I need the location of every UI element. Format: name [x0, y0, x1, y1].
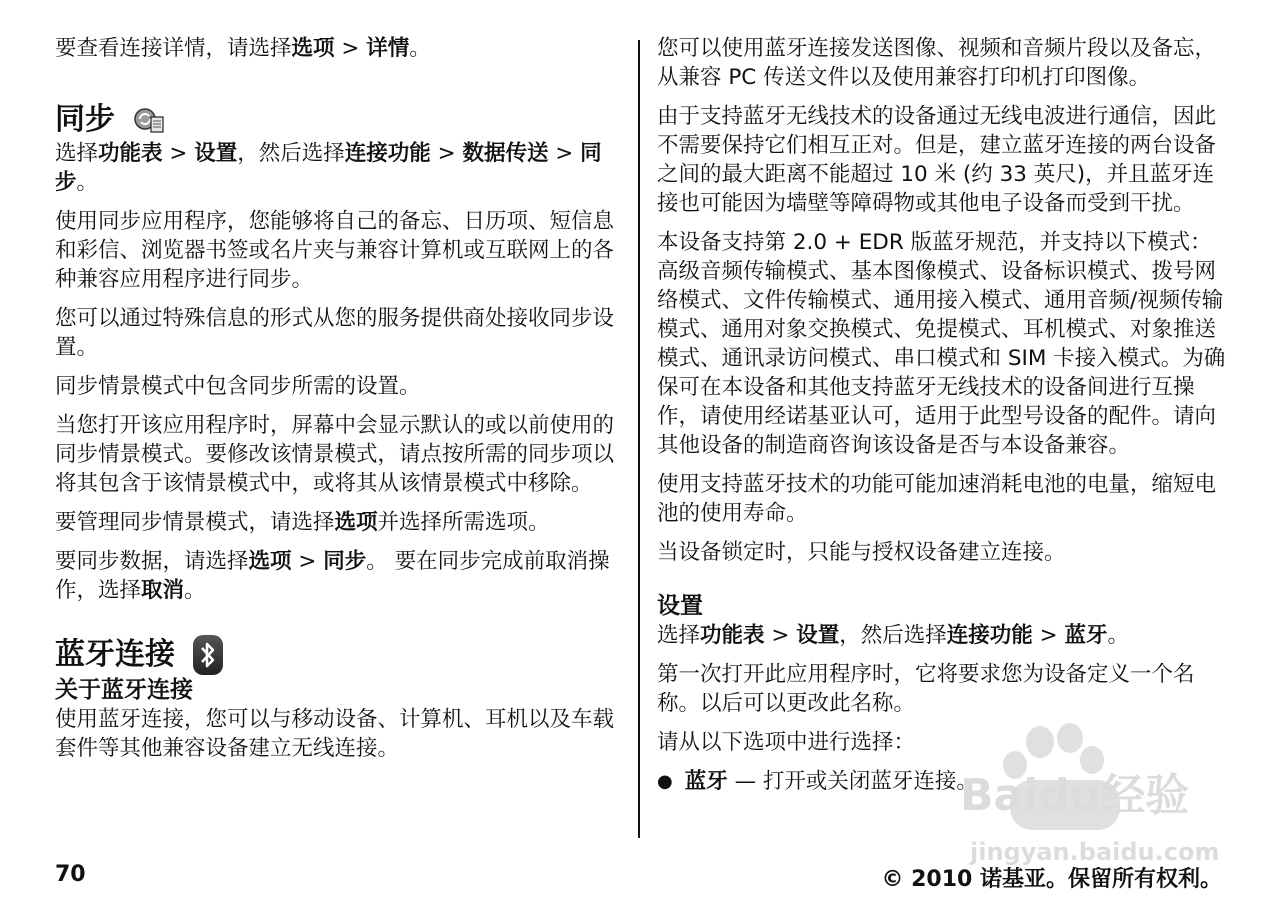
sync-nav-path: [55, 139, 630, 197]
settings-paragraph: 请从以下选项中进行选择：: [657, 730, 916, 755]
menu-item: 连接功能: [344, 141, 431, 166]
bluetooth-heading: [55, 635, 630, 675]
sep: >: [430, 141, 463, 166]
bt-paragraph: 当设备锁定时，只能与授权设备建立连接。: [657, 540, 1066, 565]
menu-item: 取消: [141, 578, 185, 603]
bullet-content: [685, 767, 978, 796]
text: 。: [409, 36, 431, 61]
watermark-url-text: jingyan.baidu.com: [970, 838, 1220, 866]
bullet-dot-icon: ●: [657, 771, 673, 792]
text: 选择: [657, 623, 701, 648]
page-number: 70: [55, 862, 86, 887]
menu-details: 详情: [366, 36, 410, 61]
sep: >: [334, 36, 367, 61]
sep: >: [162, 141, 195, 166]
bt-paragraph: 本设备支持第 2.0 + EDR 版蓝牙规范，并支持以下模式：高级音频传输模式、基本图像模式、设备标识模式、拨号网络模式、文件传输模式、通用接入模式、通用音频/视频传输模式、通用对象交换模式、免提模式、耳机模式、对象推送模式、通讯录访问模式、串口模式和 SIM 卡接入模式。为确保可在本设备和其他支持蓝牙无线技术的设备间进行互操作，请使用经诺基亚认可，适用于此型号设备的配件。请向其他设备的制造商咨询该设备是否与本设备兼容。: [657, 230, 1226, 458]
bluetooth-paragraph: 使用蓝牙连接，您可以与移动设备、计算机、耳机以及车载套件等其他兼容设备建立无线连接。: [55, 707, 615, 761]
menu-item: 连接功能: [946, 623, 1033, 648]
sync-data-paragraph: [55, 547, 630, 605]
menu-item: 功能表: [98, 141, 163, 166]
right-column: [657, 34, 1232, 796]
menu-item: 选项: [248, 549, 292, 574]
text: 。: [1107, 623, 1129, 648]
text: 要同步数据，请选择: [55, 549, 249, 574]
menu-item: 同步: [55, 141, 602, 195]
watermark-brand-text: Baidu经验: [960, 770, 1190, 821]
settings-heading: 设置: [657, 593, 703, 619]
text: 要查看连接详情，请选择: [55, 36, 292, 61]
text: 要管理同步情景模式，请选择: [55, 510, 335, 535]
baidu-paw-icon: [940, 720, 1240, 870]
bt-paragraph: 您可以使用蓝牙连接发送图像、视频和音频片段以及备忘，从兼容 PC 传送文件以及使用兼容打印机打印图像。: [657, 36, 1217, 90]
sep: >: [291, 549, 324, 574]
left-column: [55, 34, 630, 773]
details-instruction: [55, 34, 630, 63]
bluetooth-title: 蓝牙连接: [55, 637, 175, 672]
menu-item: 功能表: [700, 623, 765, 648]
text: 并选择所需选项。: [377, 510, 550, 535]
sync-paragraph: 当您打开该应用程序时，屏幕中会显示默认的或以前使用的同步情景模式。要修改该情景模式，请点按所需的同步项以将其包含于该情景模式中，或将其从该情景模式中移除。: [55, 413, 615, 496]
sync-paragraph: 同步情景模式中包含同步所需的设置。: [55, 374, 421, 399]
bluetooth-subtitle: 关于蓝牙连接: [55, 677, 193, 703]
column-divider: [638, 40, 640, 838]
menu-item: 蓝牙: [1064, 623, 1108, 648]
menu-item: 选项: [334, 510, 378, 535]
sync-title: 同步: [55, 102, 115, 137]
baidu-watermark: [940, 720, 1240, 874]
text: ，然后选择: [237, 141, 345, 166]
settings-paragraph: 第一次打开此应用程序时，它将要求您为设备定义一个名称。以后可以更改此名称。: [657, 662, 1195, 716]
menu-options: 选项: [291, 36, 335, 61]
bt-paragraph: 使用支持蓝牙技术的功能可能加速消耗电池的电量，缩短电池的使用寿命。: [657, 472, 1217, 526]
bullet-text: — 打开或关闭蓝牙连接。: [727, 769, 978, 794]
menu-item: 同步: [323, 549, 367, 574]
sep: >: [548, 141, 581, 166]
sync-paragraph: 使用同步应用程序，您能够将自己的备忘、日历项、短信息和彩信、浏览器书签或名片夹与兼容计算机或互联网上的各种兼容应用程序进行同步。: [55, 209, 615, 292]
bluetooth-icon: [193, 635, 223, 675]
sync-manage-paragraph: [55, 508, 630, 537]
sync-icon: [133, 107, 163, 133]
sync-paragraph: 您可以通过特殊信息的形式从您的服务提供商处接收同步设置。: [55, 306, 615, 360]
menu-item: 设置: [194, 141, 238, 166]
settings-nav-path: [657, 621, 1232, 650]
menu-item: 数据传送: [462, 141, 549, 166]
sep: >: [764, 623, 797, 648]
copyright: © 2010 诺基亚。保留所有权利。: [881, 867, 1222, 892]
bullet-term: 蓝牙: [684, 769, 728, 794]
sep: >: [1032, 623, 1065, 648]
text: 。: [76, 170, 99, 195]
menu-item: 设置: [796, 623, 840, 648]
text: 。: [184, 578, 206, 603]
bt-paragraph: 由于支持蓝牙无线技术的设备通过无线电波进行通信，因此不需要保持它们相互正对。但是，建立蓝牙连接的两台设备之间的最大距离不能超过 10 米 (约 33 英尺)，并且蓝牙连接也可能因为墙壁等障碍物或其他电子设备而受到干扰。: [657, 104, 1217, 216]
text: 。 要在同步完成前取消操作，选择: [55, 549, 610, 603]
text: 选择: [55, 141, 99, 166]
text: ，然后选择: [839, 623, 947, 648]
sync-heading: [55, 101, 630, 139]
